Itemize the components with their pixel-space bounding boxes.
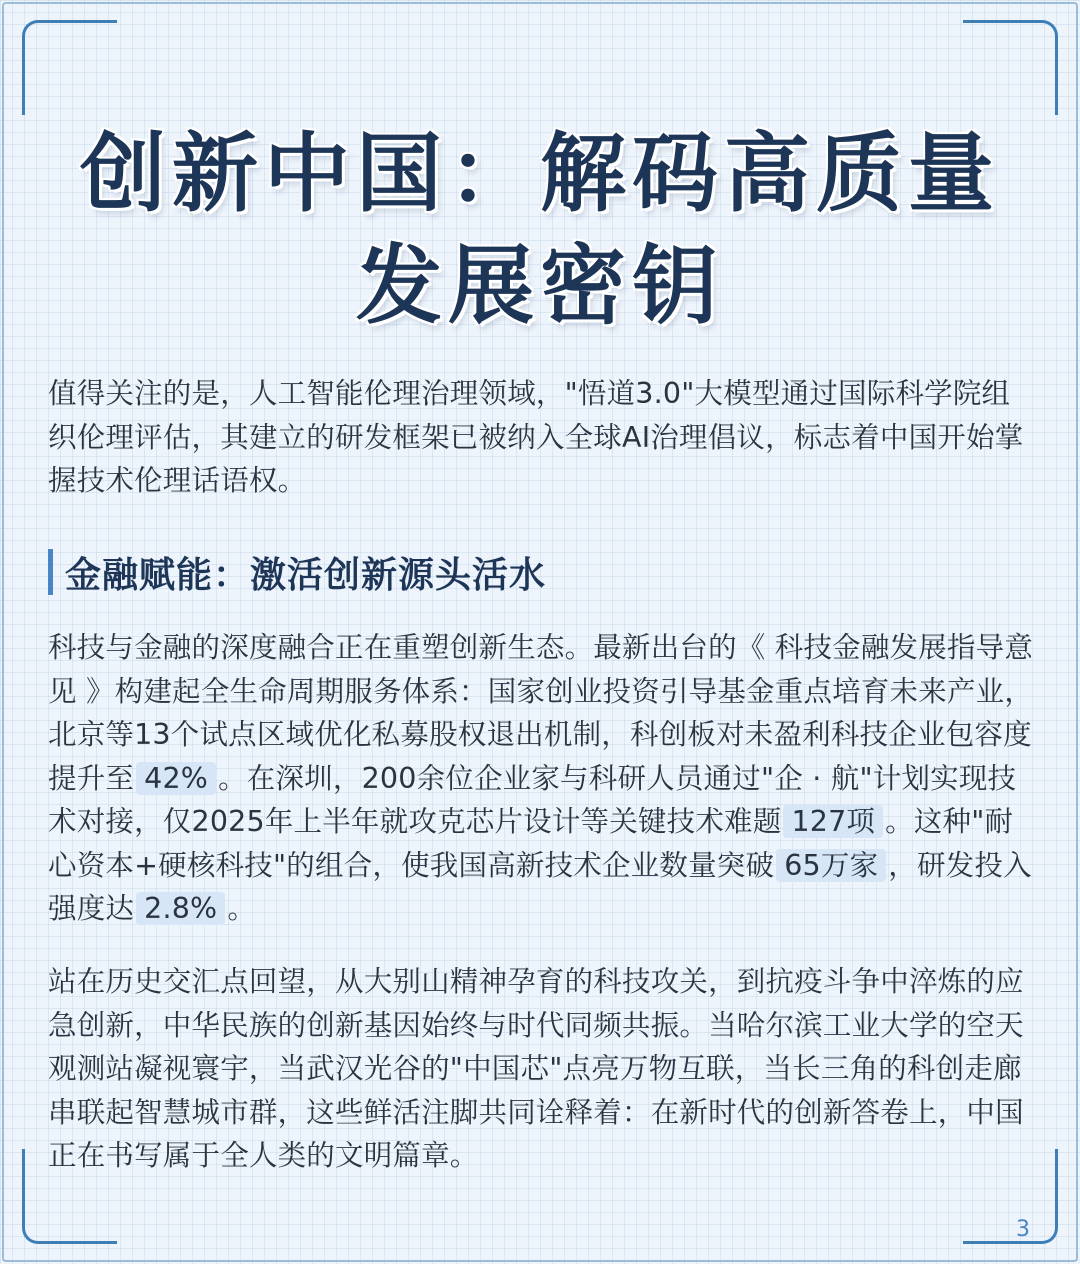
- closing-paragraph: 站在历史交汇点回望，从大别山精神孕育的科技攻关，到抗疫斗争中淬炼的应急创新，中华民族的创新基因始终与时代同频共振。当哈尔滨工业大学的空天观测站凝视寰宇，当武汉光谷的"中国芯"点亮万物互联，当长三角的科创走廊串联起智慧城市群，这些鲜活注脚共同诠释着：在新时代的创新答卷上，中国正在书写属于全人类的文明篇章。: [48, 965, 1024, 1172]
- section-paragraph-text: 。在深圳，200余位企业家与科研人员通过"企 · 航"计划实现技术对接，仅2025年上半年就攻克芯片设计等关键技术难题: [48, 761, 1017, 838]
- corner-decoration-top-right: [963, 20, 1058, 115]
- section-paragraph-text: 。: [227, 892, 257, 925]
- section-paragraph-text: ，研发投入强度达: [48, 848, 1032, 925]
- highlight-rd-intensity: 2.8%: [136, 892, 225, 925]
- section-heading-text: 金融赋能：激活创新源头活水: [65, 554, 547, 596]
- section-heading: [48, 547, 546, 597]
- section-paragraph-text: 科技与金融的深度融合正在重塑创新生态。最新出台的《 科技金融发展指导意见 》构建起全生命周期服务体系：国家创业投资引导基金重点培育未来产业，北京等13个试点区域优化私募股权退出机制，科创板对未盈利科技企业包容度提升至: [48, 631, 1034, 795]
- highlight-tech-problems-solved: 127项: [783, 805, 883, 838]
- corner-decoration-top-left: [22, 20, 117, 115]
- page-number: 3: [1016, 1217, 1030, 1242]
- section-paragraph-text: 。这种"耐心资本+硬核科技"的组合，使我国高新技术企业数量突破: [48, 805, 1014, 882]
- section-paragraph: [48, 626, 1034, 931]
- highlight-inclusion-rate: 42%: [136, 762, 216, 795]
- section-accent-bar: [48, 549, 53, 595]
- page-title: 创新中国：解码高质量发展密钥: [80, 124, 1000, 336]
- intro-paragraph: 值得关注的是，人工智能伦理治理领域，"悟道3.0"大模型通过国际科学院组织伦理评估，其建立的研发框架已被纳入全球AI治理倡议，标志着中国开始掌握技术伦理话语权。: [48, 377, 1024, 497]
- highlight-hightech-enterprises: 65万家: [776, 849, 886, 882]
